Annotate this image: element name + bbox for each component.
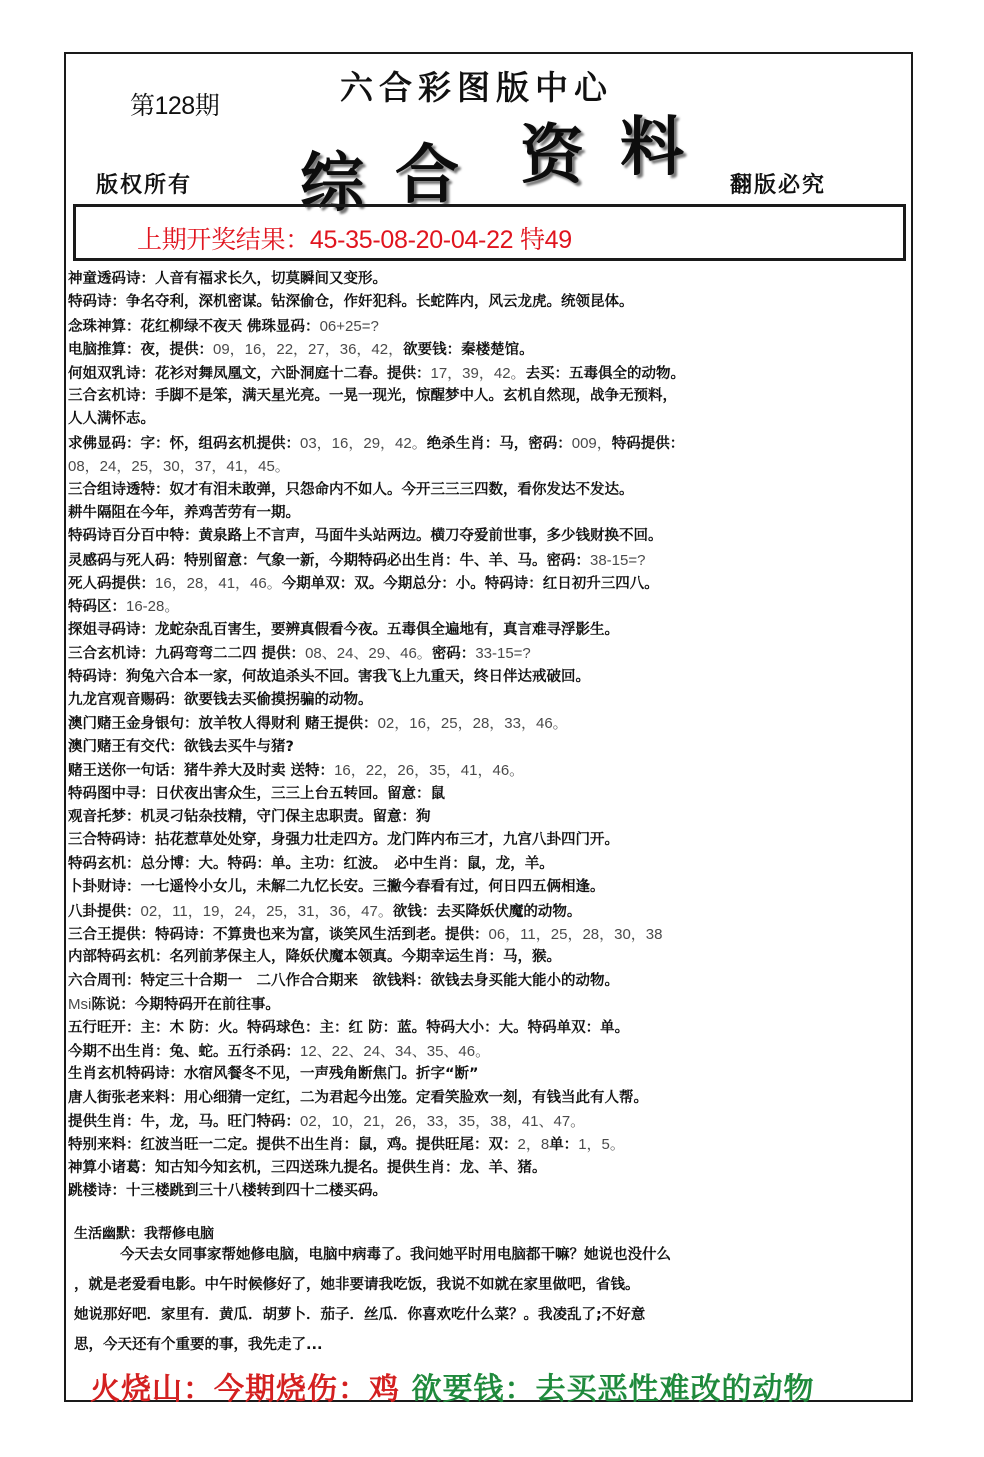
content-line	[68, 759, 908, 782]
bottom-slogan	[90, 1364, 814, 1408]
line-label: 探姐寻码诗：	[68, 621, 155, 638]
line-numbers: 06+25=?	[319, 317, 379, 335]
line-text: 水宿风餐冬不见，一声残角断焦门。折字“断”	[184, 1066, 479, 1083]
result-special: 特49	[519, 226, 572, 254]
line-label: 六合周刊：	[68, 972, 141, 989]
line-text: 争名夺利，深机密谋。钻深偷仓，作奸犯科。长蛇阵内，风云龙虎。统领昆体。	[126, 294, 634, 311]
content-line	[68, 829, 908, 852]
content-line	[68, 712, 908, 735]
line-numbers: 06，11，25，28，30，38	[488, 925, 663, 943]
humor-title: 生活幽默：我帮修电脑	[74, 1226, 214, 1242]
result-numbers: 45-35-08-20-04-22	[309, 226, 514, 254]
content-line	[68, 853, 908, 876]
line-label: 神童透码诗：	[68, 271, 155, 287]
content-line	[68, 479, 908, 502]
content-line	[68, 1110, 908, 1133]
line-numbers: 33-15=?	[475, 645, 531, 663]
content-line	[68, 619, 908, 642]
line-text: 十三楼跳到三十八楼转到四十二楼买码。	[126, 1183, 387, 1200]
line-numbers: Msi	[68, 996, 92, 1014]
line-text: 奴才有泪未敢弹，只怨命内不如人。今开三三三四数，看你发达不发达。	[169, 481, 634, 498]
big-title-char: 综	[300, 146, 364, 221]
content-line	[68, 1157, 908, 1180]
content-line	[68, 993, 908, 1016]
line-text: 字：怀，组码玄机提供：	[140, 435, 300, 452]
line-text: 密码：	[431, 646, 476, 663]
content-line	[68, 572, 908, 595]
content-line	[68, 1087, 908, 1110]
line-text: 特码提供：	[611, 435, 685, 452]
line-text: 花红柳绿不夜天 佛珠显码：	[140, 318, 320, 335]
line-label: 念珠神算：	[68, 318, 141, 335]
line-numbers: 009，	[571, 434, 612, 452]
line-numbers: 02，16，25，28，33，46。	[377, 715, 568, 733]
line-label: 生肖玄机特码诗：	[68, 1066, 184, 1083]
line-label: 内部特码玄机：	[68, 949, 170, 966]
line-numbers: 08、24、29、46。	[305, 645, 432, 663]
line-text: 主：木 防：火。特码球色：主：红 防：蓝。特码大小：大。特码单双：单。	[140, 1019, 630, 1036]
big-title	[300, 100, 720, 221]
big-title-char: 料	[620, 110, 684, 185]
slogan-red: 火烧山：今期烧伤：鸡	[90, 1372, 400, 1407]
line-text: 绝杀生肖：马，密码：	[426, 435, 572, 452]
line-label: 何姐双乳诗：	[68, 365, 155, 382]
line-text: 人人满怀志。	[68, 411, 155, 428]
content-line	[68, 923, 908, 946]
line-text: 花衫对舞凤凰文，六卧洞庭十二春。提供：	[155, 365, 431, 382]
line-text: 总分博：大。特码：单。主功：红波。 必中生肖：鼠，龙，羊。	[140, 855, 554, 872]
content-line	[68, 806, 908, 829]
line-text: 兔、蛇。五行杀码：	[169, 1043, 300, 1060]
line-label: 求佛显码：	[68, 435, 141, 452]
line-numbers: 02，11，19，24，25，31，36，47。	[140, 902, 393, 920]
line-text: 猪牛养大及时卖 送特：	[184, 763, 335, 780]
content-line	[68, 970, 908, 993]
story-line: 思，今天还有个重要的事，我先走了...	[74, 1337, 323, 1353]
story-line: 她说那好吧．家里有．黄瓜．胡萝卜．茄子．丝瓜．你喜欢吃什么菜？。我凌乱了;不好意	[74, 1307, 646, 1323]
line-label: 神算小诸葛：	[68, 1159, 155, 1176]
line-label: 灵感码与死人码：	[68, 552, 184, 569]
line-numbers: 03，16，29，42。	[300, 434, 427, 452]
line-text: 九码弯弯二二四 提供：	[155, 646, 306, 663]
line-label: 特码区：	[68, 599, 126, 616]
line-numbers: 38-15=?	[590, 551, 646, 569]
line-label: 电脑推算：	[68, 342, 141, 359]
line-numbers: 09，16，22，27，36，42，	[213, 341, 404, 359]
line-label: 死人码提供：	[68, 576, 155, 593]
copyright-right: 翻版必究	[730, 172, 827, 198]
slogan-green: 欲要钱：去买恶性难改的动物	[411, 1372, 815, 1407]
line-text: 牛，龙，马。旺门特码：	[140, 1114, 300, 1131]
content-line	[68, 268, 908, 291]
line-text: 人音有福求长久，切莫瞬间又变形。	[155, 271, 387, 287]
line-label: 特码诗：	[68, 668, 126, 685]
line-text: 用心细猜一定红，二为君起今出笼。定看笑脸欢一刻，有钱当此有人帮。	[184, 1089, 648, 1106]
line-text: 机灵刁钻杂技精，守门保主忠职责。留意：狗	[140, 808, 431, 825]
line-label: 特码诗：	[68, 294, 126, 311]
content-line	[68, 455, 908, 478]
line-text: 红波当旺一二定。提供不出生肖：鼠，鸡。提供旺尾：双：	[140, 1137, 518, 1154]
line-text: 拈花惹草处处穿，身强力壮走四方。龙门阵内布三才，九宫八卦四门开。	[155, 832, 619, 849]
content-line	[68, 362, 908, 385]
content-line	[68, 502, 908, 525]
line-numbers: 16，28，41，46。	[155, 575, 282, 593]
line-text: 欲要钱：秦楼楚馆。	[403, 342, 534, 359]
line-text: 耕牛隔阻在今年，养鸡苦劳有一期。	[68, 504, 300, 521]
line-text: 单：	[549, 1137, 579, 1154]
line-text: 日伏夜出害众生，三三上台五转回。留意：鼠	[155, 785, 445, 802]
content-line	[68, 549, 908, 572]
content-line	[68, 736, 908, 759]
line-label: 特码玄机：	[68, 855, 141, 872]
humor-story	[74, 1240, 894, 1360]
line-label: 特码图中寻：	[68, 785, 155, 802]
line-label: 三合王提供：	[68, 926, 155, 943]
line-text: 黄泉路上不言声，马面牛头站两边。横刀夺爱前世事，多少钱财换不回。	[198, 528, 663, 545]
content-line	[68, 1017, 908, 1040]
line-text: 特定三十合期一 二八作合合期来 欲钱料：欲钱去身买能大能小的动物。	[140, 972, 619, 989]
line-numbers: 02，10，21，26，33，35，38，41、47。	[300, 1113, 586, 1131]
content-line	[68, 525, 908, 548]
content-line	[68, 1133, 908, 1156]
line-label: 跳楼诗：	[68, 1183, 126, 1200]
line-label: 赌王送你一句话：	[68, 763, 184, 780]
line-text: 欲要钱去买偷摸拐骗的动物。	[184, 692, 373, 709]
line-label: 九龙宫观音赐码：	[68, 692, 184, 709]
content-line	[68, 666, 908, 689]
line-numbers: 08，24，25，30，37，41，45。	[68, 458, 290, 476]
content-line	[68, 1063, 908, 1086]
center-title: 六合彩图版中心	[340, 68, 613, 107]
last-draw-result	[137, 220, 572, 256]
line-label: 澳门赌王金身银句：	[68, 716, 199, 733]
line-text: 手脚不是笨，满天星光亮。一晃一现光，惊醒梦中人。玄机自然现，战争无预料，	[155, 387, 677, 404]
line-label: 观音托梦：	[68, 808, 141, 825]
line-text: 一七遥怜小女儿，未解二九忆长安。三撇今春看有过，何日四五俩相逢。	[140, 879, 605, 896]
big-title-char: 合	[395, 138, 459, 213]
content-line	[68, 900, 908, 923]
big-title-char: 资	[520, 118, 584, 193]
line-label: 卜卦财诗：	[68, 879, 141, 896]
story-line: ，就是老爱看电影。中午时候修好了，她非要请我吃饭，我说不如就在家里做吧，省钱。	[74, 1277, 640, 1293]
line-label: 唐人街张老来料：	[68, 1089, 184, 1106]
line-label: 三合组诗透特：	[68, 481, 170, 498]
line-label: 特码诗百分百中特：	[68, 528, 199, 545]
content-line	[68, 876, 908, 899]
line-text: 夜，提供：	[140, 342, 213, 359]
line-text: 欲钱：去买降妖伏魔的动物。	[392, 903, 582, 920]
content-line	[68, 408, 908, 431]
line-label: 澳门赌王有交代：	[68, 738, 184, 755]
line-text: 狗兔六合本一家，何故追杀头不回。害我飞上九重天，终日伴达戒破回。	[126, 668, 590, 685]
content-line	[68, 946, 908, 969]
line-text: 龙蛇杂乱百害生，要辨真假看今夜。五毒俱全遍地有，真言难寻浮影生。	[155, 621, 619, 638]
line-label: 三合玄机诗：	[68, 387, 155, 404]
content-line	[68, 1180, 908, 1203]
line-numbers: 2，8	[517, 1136, 550, 1154]
story-line: 今天去女同事家帮她修电脑，电脑中病毒了。我问她平时用电脑都干嘛？她说也没什么	[120, 1247, 671, 1263]
content-line	[68, 291, 908, 314]
content-line	[68, 689, 908, 712]
content-lines	[68, 268, 908, 1204]
content-line	[68, 783, 908, 806]
line-label: 八卦提供：	[68, 903, 141, 920]
issue-number: 第128期	[130, 92, 220, 120]
line-text: 名列前茅保主人，降妖伏魔本领真。今期幸运生肖：马，猴。	[169, 949, 561, 966]
content-line	[68, 642, 908, 665]
line-numbers: 12、22、24、34、35、46。	[300, 1042, 491, 1060]
line-text: 放羊牧人得财利 赌王提供：	[198, 716, 378, 733]
result-label: 上期开奖结果：	[137, 226, 310, 254]
line-numbers: 17，39，42。	[430, 364, 526, 382]
content-line	[68, 385, 908, 408]
line-label: 五行旺开：	[68, 1019, 141, 1036]
line-text: 知古知今知玄机，三四送珠九提名。提供生肖：龙、羊、猪。	[155, 1159, 547, 1176]
content-line	[68, 595, 908, 618]
line-numbers: 16，22，26，35，41，46。	[334, 762, 525, 780]
line-text: 陈说：今期特码开在前往事。	[91, 997, 280, 1014]
line-text: 今期单双：双。今期总分：小。特码诗：红日初升三四八。	[281, 576, 659, 593]
copyright-left: 版权所有	[96, 172, 193, 198]
line-label: 三合玄机诗：	[68, 646, 155, 663]
line-text: 特码诗：不算贵也来为富，谈笑风生活到老。提供：	[155, 926, 489, 943]
line-text: 特别留意：气象一新，今期特码必出生肖：牛、羊、马。密码：	[184, 552, 590, 569]
line-text: 欲钱去买牛与猪?	[184, 738, 294, 755]
line-numbers: 1，5。	[578, 1136, 625, 1154]
line-label: 提供生肖：	[68, 1114, 141, 1131]
line-label: 特别来料：	[68, 1137, 141, 1154]
content-line	[68, 432, 908, 455]
line-text: 去买：五毒俱全的动物。	[525, 365, 686, 382]
line-label: 今期不出生肖：	[68, 1043, 170, 1060]
content-line	[68, 338, 908, 361]
content-line	[68, 1040, 908, 1063]
line-numbers: 16-28。	[126, 598, 180, 616]
line-label: 三合特码诗：	[68, 832, 155, 849]
content-line	[68, 315, 908, 338]
